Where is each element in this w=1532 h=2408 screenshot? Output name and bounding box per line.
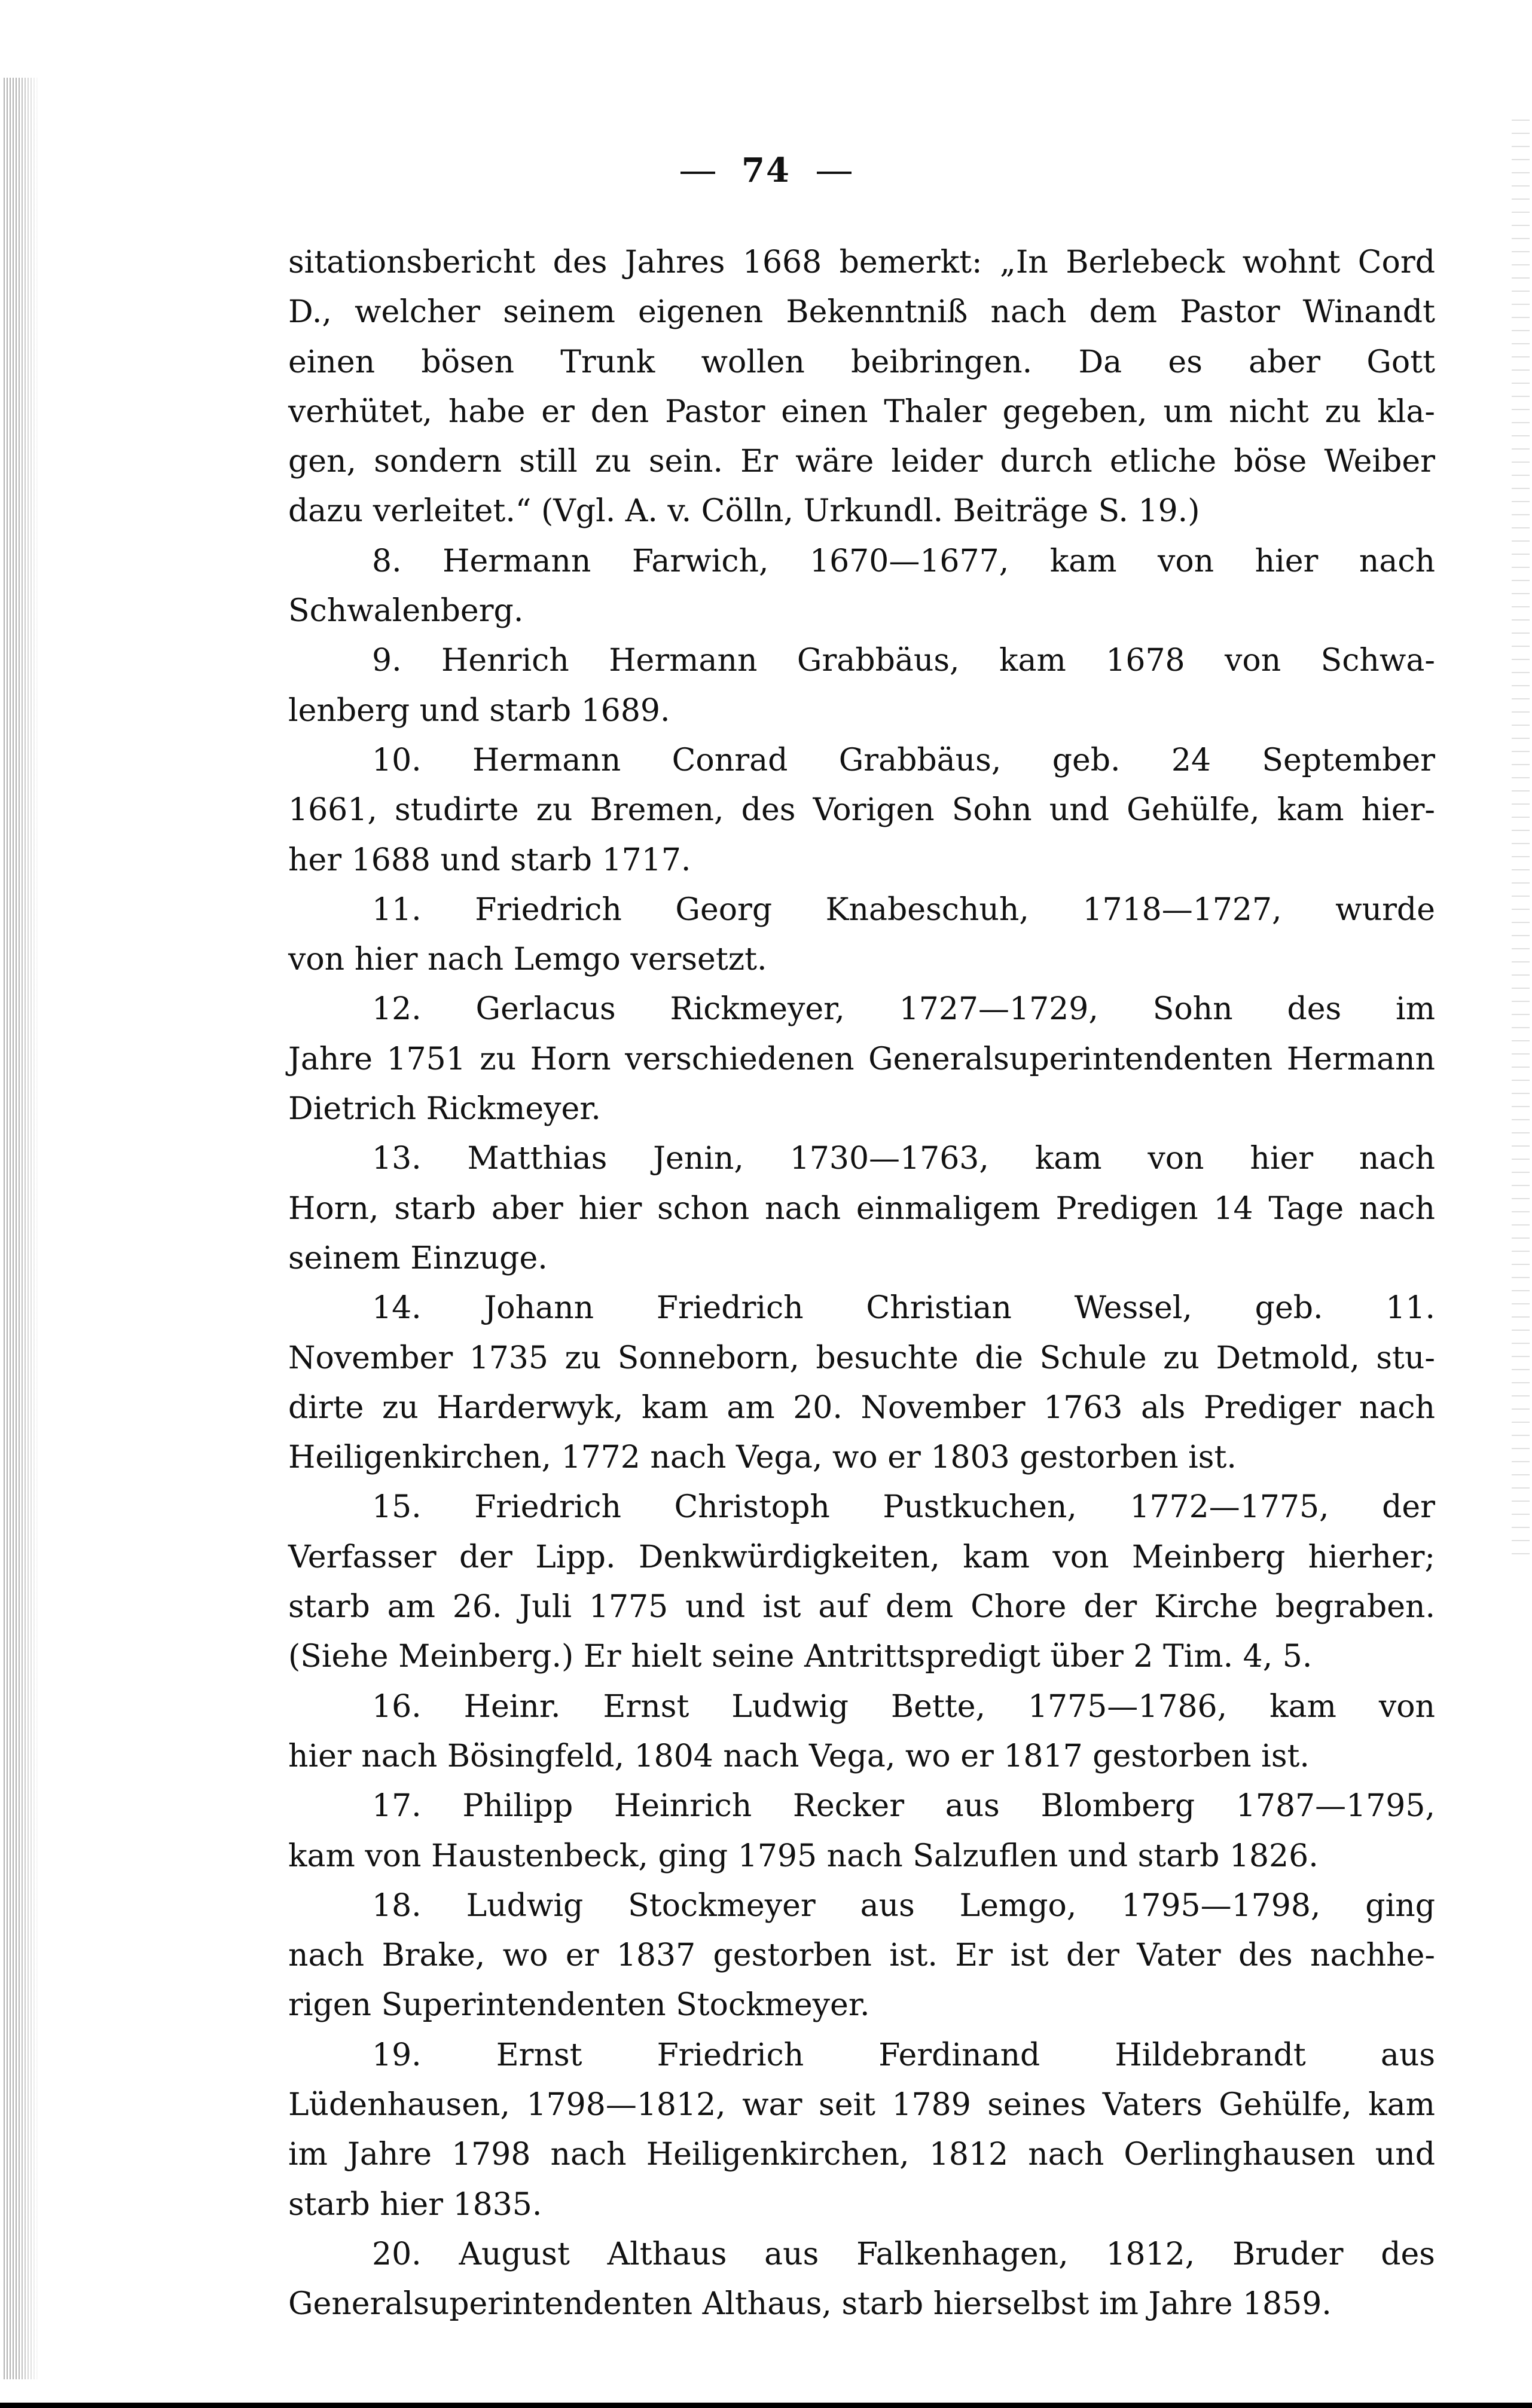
text-line: lenberg und starb 1689. (288, 692, 670, 729)
text-line: (Siehe Meinberg.) Er hielt seine Antrittspredigt über 2 Tim. 4, 5. (288, 1639, 1313, 1675)
text-line: verhütet, habe er den Pastor einen Thaler gegeben, um nicht zu kla- (288, 393, 1435, 430)
scan-bottom-border (0, 2403, 1532, 2408)
text-line: kam von Haustenbeck, ging 1795 nach Salzuflen und starb 1826. (288, 1838, 1319, 1874)
text-line: von hier nach Lemgo versetzt. (288, 942, 767, 978)
text-line: rigen Superintendenten Stockmeyer. (288, 1987, 870, 2024)
text-line: November 1735 zu Sonneborn, besuchte die Schule zu Detmold, stu- (288, 1340, 1435, 1376)
text-line: einen bösen Trunk wollen beibringen. Da es aber Gott (288, 344, 1435, 380)
text-line: sitationsbericht des Jahres 1668 bemerkt: „In Berlebeck wohnt Cord (288, 245, 1435, 280)
entry-first-line: 13. Matthias Jenin, 1730—1763, kam von hier nach (372, 1141, 1435, 1177)
text-line: Horn, starb aber hier schon nach einmaligem Predigen 14 Tage nach (288, 1190, 1435, 1227)
text-line: Schwalenberg. (288, 593, 524, 629)
entry-first-line: 20. August Althaus aus Falkenhagen, 1812, Bruder des (372, 2236, 1435, 2272)
page-body-text (288, 238, 1435, 2329)
scan-edge-noise-right (1512, 120, 1530, 1554)
entry-first-line: 16. Heinr. Ernst Ludwig Bette, 1775—1786, kam von (372, 1688, 1435, 1725)
entry-first-line: 10. Hermann Conrad Grabbäus, geb. 24 September (372, 742, 1435, 778)
entry-first-line: 12. Gerlacus Rickmeyer, 1727—1729, Sohn des im (372, 991, 1435, 1028)
text-line: seinem Einzuge. (288, 1240, 548, 1276)
page-number-dash-right (817, 172, 852, 174)
text-line: hier nach Bösingfeld, 1804 nach Vega, wo er 1817 gestorben ist. (288, 1738, 1310, 1774)
text-line: Jahre 1751 zu Horn verschiedenen Generalsuperintendenten Hermann (288, 1041, 1435, 1077)
text-line: nach Brake, wo er 1837 gestorben ist. Er ist der Vater des nachhe- (288, 1938, 1435, 1974)
text-line: her 1688 und starb 1717. (288, 842, 691, 878)
page-number (0, 151, 1532, 190)
entry-first-line: 17. Philipp Heinrich Recker aus Blomberg 1787—1795, (372, 1788, 1435, 1825)
entry-first-line: 14. Johann Friedrich Christian Wessel, geb. 11. (372, 1290, 1435, 1327)
entry-first-line: 8. Hermann Farwich, 1670—1677, kam von hier nach (372, 543, 1435, 579)
scan-edge-noise-left (4, 78, 39, 2379)
entry-first-line: 11. Friedrich Georg Knabeschuh, 1718—1727, wurde (372, 891, 1435, 928)
entry-first-line: 9. Henrich Hermann Grabbäus, kam 1678 von Schwa- (372, 643, 1435, 679)
entry-first-line: 18. Ludwig Stockmeyer aus Lemgo, 1795—1798, ging (372, 1887, 1435, 1924)
entry-first-line: 15. Friedrich Christoph Pustkuchen, 1772—1775, der (372, 1489, 1435, 1526)
page-number-value: 74 (741, 151, 791, 190)
text-line: starb hier 1835. (288, 2186, 542, 2223)
text-line: im Jahre 1798 nach Heiligenkirchen, 1812 nach Oerlinghausen und (288, 2137, 1435, 2173)
text-line: gen, sondern still zu sein. Er wäre leider durch etliche böse Weiber (288, 444, 1435, 480)
text-line: Dietrich Rickmeyer. (288, 1091, 601, 1127)
page-number-dash-left (680, 172, 715, 174)
text-line: dazu verleitet.“ (Vgl. A. v. Cölln, Urkundl. Beiträge S. 19.) (288, 493, 1200, 530)
text-line: starb am 26. Juli 1775 und ist auf dem Chore der Kirche begraben. (288, 1589, 1435, 1625)
text-line: Verfasser der Lipp. Denkwürdigkeiten, kam von Meinberg hierher; (288, 1539, 1435, 1575)
text-line: Heiligenkirchen, 1772 nach Vega, wo er 1803 gestorben ist. (288, 1440, 1237, 1476)
text-line: Lüdenhausen, 1798—1812, war seit 1789 seines Vaters Gehülfe, kam (288, 2086, 1435, 2123)
text-line: dirte zu Harderwyk, kam am 20. November 1763 als Prediger nach (288, 1389, 1435, 1426)
text-line: 1661, studirte zu Bremen, des Vorigen Sohn und Gehülfe, kam hier- (288, 792, 1435, 829)
text-line: Generalsuperintendenten Althaus, starb hierselbst im Jahre 1859. (288, 2286, 1332, 2323)
text-line: D., welcher seinem eigenen Bekenntniß nach dem Pastor Winandt (288, 294, 1435, 331)
entry-first-line: 19. Ernst Friedrich Ferdinand Hildebrandt aus (372, 2037, 1435, 2073)
